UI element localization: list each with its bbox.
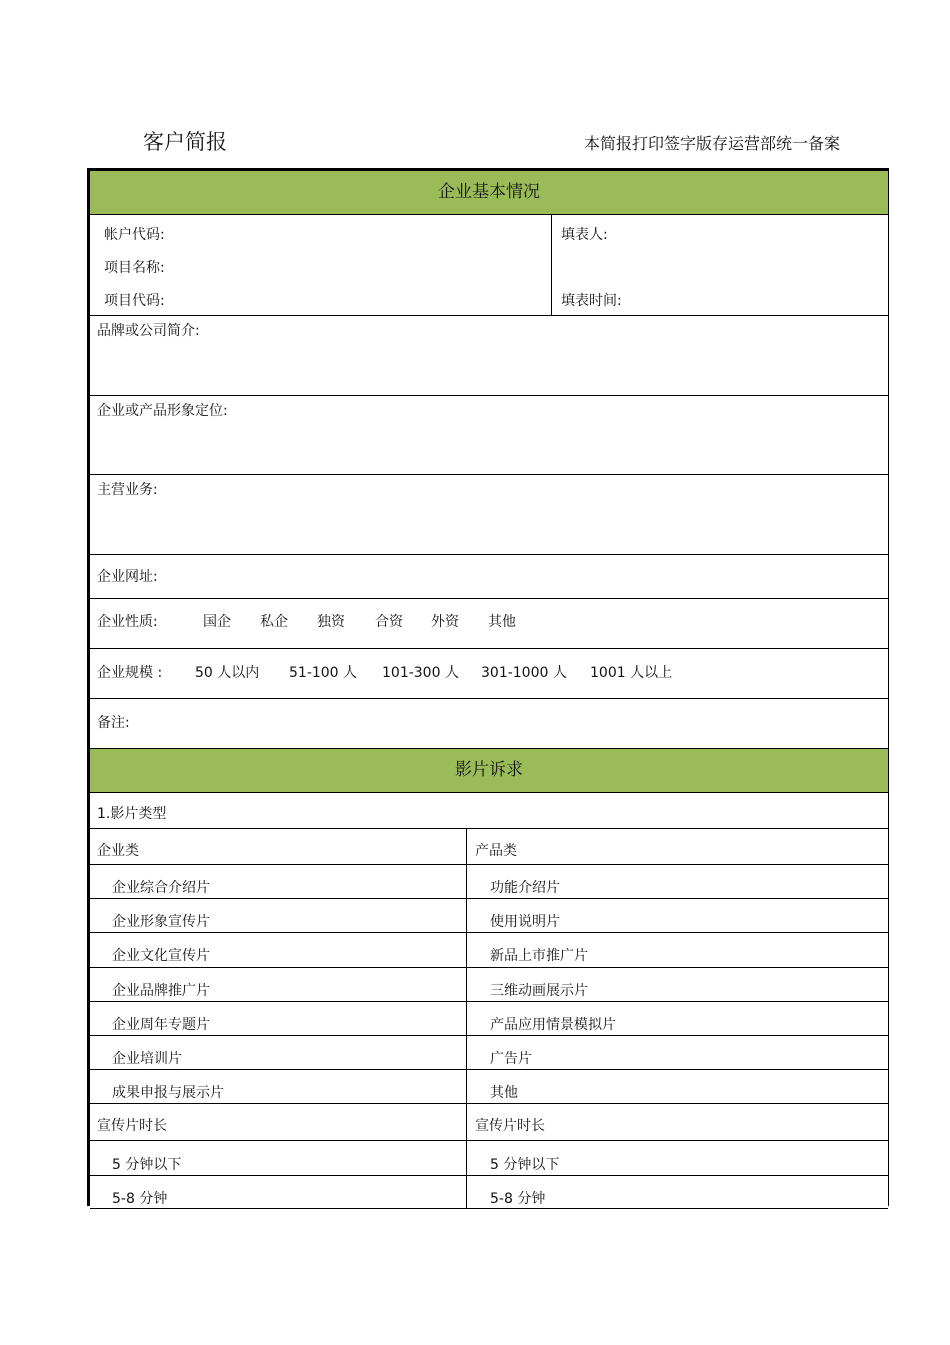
section-basic-info-header <box>90 171 888 215</box>
enterprise-option-7[interactable]: 成果申报与展示片 <box>112 1085 224 1101</box>
scale-label: 企业规模 : <box>97 665 163 681</box>
product-option-6[interactable]: 广告片 <box>490 1051 532 1067</box>
scale-row <box>90 649 888 699</box>
scale-option-1[interactable]: 50 人以内 <box>195 665 260 681</box>
enterprise-option-1[interactable]: 企业综合介绍片 <box>112 880 210 896</box>
main-business-label: 主营业务: <box>97 482 158 498</box>
column-divider <box>466 1070 467 1103</box>
column-divider <box>551 215 552 315</box>
account-code-field[interactable]: 帐户代码: <box>104 227 165 243</box>
brand-intro-label: 品牌或公司简介: <box>97 323 200 339</box>
table-row <box>90 1176 888 1209</box>
column-divider <box>466 1036 467 1069</box>
nature-option-sole[interactable]: 独资 <box>317 614 345 630</box>
column-divider <box>466 933 467 967</box>
project-code-field[interactable]: 项目代码: <box>104 293 165 309</box>
scale-option-5[interactable]: 1001 人以上 <box>590 665 673 681</box>
column-divider <box>466 1104 467 1140</box>
enterprise-category-header: 企业类 <box>97 843 139 859</box>
duration-left-option-2[interactable]: 5-8 分钟 <box>112 1191 168 1207</box>
remarks-row[interactable] <box>90 699 888 749</box>
positioning-label: 企业或产品形象定位: <box>97 403 228 419</box>
table-row <box>90 899 888 933</box>
fill-time-field[interactable]: 填表时间: <box>561 293 622 309</box>
enterprise-option-6[interactable]: 企业培训片 <box>112 1051 182 1067</box>
table-row <box>90 1036 888 1070</box>
column-divider <box>466 829 467 864</box>
product-option-2[interactable]: 使用说明片 <box>490 914 560 930</box>
product-option-1[interactable]: 功能介绍片 <box>490 880 560 896</box>
section-film-request-title: 影片诉求 <box>455 760 523 780</box>
nature-option-other[interactable]: 其他 <box>488 614 516 630</box>
document-title: 客户简报 <box>143 130 227 154</box>
project-name-field[interactable]: 项目名称: <box>104 260 165 276</box>
nature-option-private[interactable]: 私企 <box>260 614 288 630</box>
duration-right-header: 宣传片时长 <box>475 1118 545 1134</box>
enterprise-option-4[interactable]: 企业品牌推广片 <box>112 983 210 999</box>
section-basic-info-title: 企业基本情况 <box>438 182 540 202</box>
scale-option-2[interactable]: 51-100 人 <box>289 665 358 681</box>
column-divider <box>466 865 467 898</box>
enterprise-option-5[interactable]: 企业周年专题片 <box>112 1017 210 1033</box>
column-divider <box>466 1002 467 1035</box>
enterprise-option-2[interactable]: 企业形象宣传片 <box>112 914 210 930</box>
table-row <box>90 1002 888 1036</box>
duration-right-option-1[interactable]: 5 分钟以下 <box>490 1157 560 1173</box>
column-divider <box>466 968 467 1001</box>
duration-right-option-2[interactable]: 5-8 分钟 <box>490 1191 546 1207</box>
product-option-3[interactable]: 新品上市推广片 <box>490 948 588 964</box>
filler-field[interactable]: 填表人: <box>561 227 608 243</box>
positioning-row[interactable] <box>90 396 888 475</box>
website-label: 企业网址: <box>97 569 158 585</box>
product-category-header: 产品类 <box>475 843 517 859</box>
website-row[interactable] <box>90 555 888 599</box>
column-divider <box>466 1176 467 1208</box>
table-row <box>90 933 888 968</box>
main-business-row[interactable] <box>90 475 888 555</box>
section-film-request-header <box>90 749 888 793</box>
column-divider <box>466 899 467 932</box>
brand-intro-row[interactable] <box>90 316 888 396</box>
duration-left-header: 宣传片时长 <box>97 1118 167 1134</box>
remarks-label: 备注: <box>97 715 130 731</box>
enterprise-option-3[interactable]: 企业文化宣传片 <box>112 948 210 964</box>
account-info-block <box>90 215 888 316</box>
nature-option-joint[interactable]: 合资 <box>375 614 403 630</box>
nature-option-foreign[interactable]: 外资 <box>431 614 459 630</box>
scale-option-3[interactable]: 101-300 人 <box>382 665 459 681</box>
duration-left-option-1[interactable]: 5 分钟以下 <box>112 1157 182 1173</box>
scale-option-4[interactable]: 301-1000 人 <box>481 665 567 681</box>
film-type-header-row <box>90 829 888 865</box>
product-option-7[interactable]: 其他 <box>490 1085 518 1101</box>
nature-option-state[interactable]: 国企 <box>203 614 231 630</box>
table-row <box>90 865 888 899</box>
nature-label: 企业性质: <box>97 614 158 630</box>
table-row <box>90 1070 888 1104</box>
table-row <box>90 968 888 1002</box>
nature-row <box>90 599 888 649</box>
filing-note: 本简报打印签字版存运营部统一备案 <box>583 134 840 153</box>
product-option-4[interactable]: 三维动画展示片 <box>490 983 588 999</box>
table-row <box>90 1141 888 1176</box>
product-option-5[interactable]: 产品应用情景模拟片 <box>490 1017 616 1033</box>
client-brief-form <box>87 168 889 1206</box>
duration-header-row <box>90 1104 888 1141</box>
film-type-row <box>90 793 888 829</box>
column-divider <box>466 1141 467 1175</box>
film-type-label: 1.影片类型 <box>97 806 167 822</box>
